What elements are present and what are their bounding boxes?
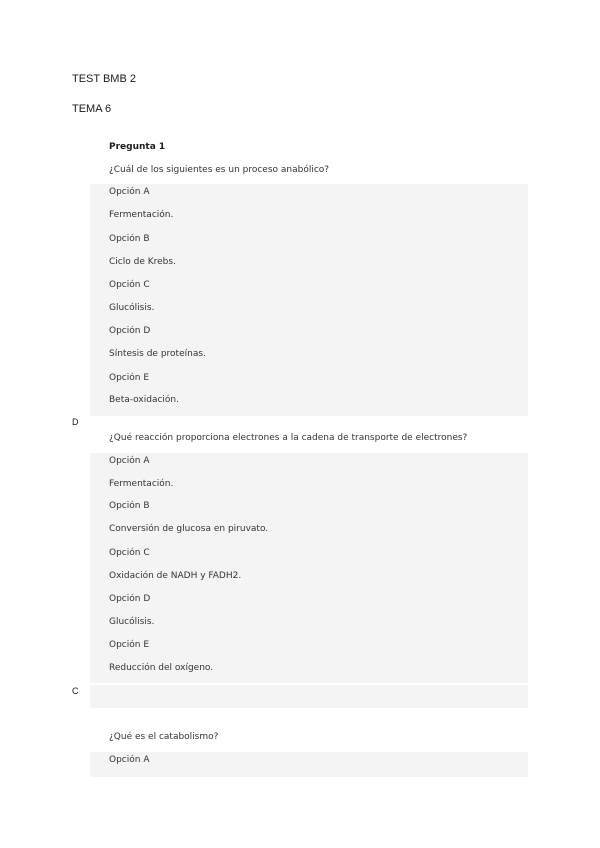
question-2-answer-block [90,685,528,708]
question-3-text: ¿Qué es el catabolismo? [109,732,219,742]
q1-option-d-label: Opción D [109,326,151,336]
q1-option-e-label: Opción E [109,373,150,383]
q2-option-a-text: Fermentación. [109,479,174,489]
q2-option-b-label: Opción B [109,501,150,511]
q2-option-c-text: Oxidación de NADH y FADH2. [109,571,242,581]
q1-option-c-label: Opción C [109,280,150,290]
question-3-options-block [90,752,528,777]
q2-option-c-label: Opción C [109,548,150,558]
q3-option-a-label: Opción A [109,755,150,765]
q1-option-a-text: Fermentación. [109,210,174,220]
question-1-text: ¿Cuál de los siguientes es un proceso anabólico? [109,165,330,175]
q1-option-e-text: Beta-oxidación. [109,395,179,405]
q2-option-e-label: Opción E [109,640,150,650]
question-2-answer: C [72,686,79,696]
q2-option-e-text: Reducción del oxígeno. [109,663,214,673]
section-title: TEMA 6 [72,103,112,115]
q2-option-d-text: Glucólisis. [109,617,155,627]
q2-option-b-text: Conversión de glucosa en piruvato. [109,524,269,534]
q2-option-a-label: Opción A [109,456,150,466]
document-title: TEST BMB 2 [72,73,136,85]
question-1-answer: D [72,417,79,427]
q1-option-b-text: Ciclo de Krebs. [109,257,176,267]
question-2-text: ¿Qué reacción proporciona electrones a la cadena de transporte de electrones? [109,433,468,443]
q1-option-c-text: Glucólisis. [109,303,155,313]
q2-option-d-label: Opción D [109,594,151,604]
q1-option-d-text: Síntesis de proteínas. [109,349,206,359]
question-1-heading: Pregunta 1 [109,142,166,152]
q1-option-b-label: Opción B [109,234,150,244]
q1-option-a-label: Opción A [109,187,150,197]
